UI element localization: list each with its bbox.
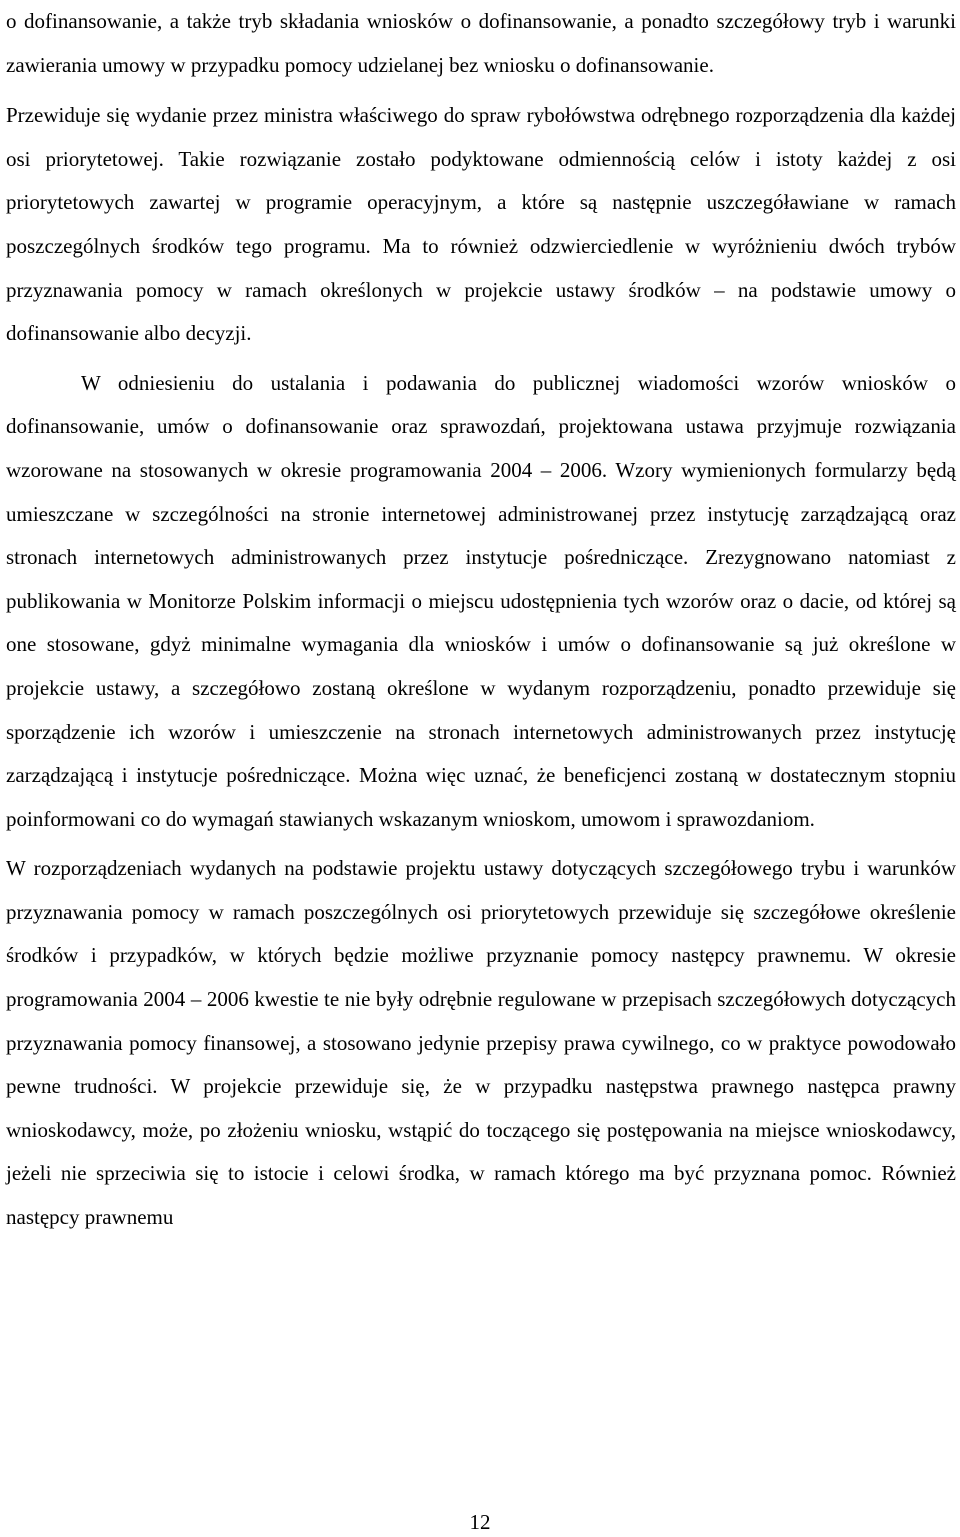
document-page [6, 0, 956, 1240]
paragraph-continuation: o dofinansowanie, a także tryb składania wniosków o dofinansowanie, a ponadto szczegółowy tryb i warunki zawierania umowy w przypadku pomocy udzielanej bez wniosku o dofinansowanie. [6, 9, 956, 77]
page-number: 12 [469, 1510, 491, 1534]
paragraph-regulation-per-axis: Przewiduje się wydanie przez ministra właściwego do spraw rybołówstwa odrębnego rozporządzenia dla każdej osi priorytetowej. Takie rozwiązanie zostało podyktowane odmiennością celów i istoty każdej z osi priorytetowych zawartej w programie operacyjnym, a które są następnie uszczegóławiane w ramach poszczególnych środków tego programu. Ma to również odzwierciedlenie w wyróżnieniu dwóch trybów przyznawania pomocy w ramach określonych w projekcie ustawy środków – na podstawie umowy o dofinansowanie albo decyzji. [6, 103, 956, 346]
paragraph-legal-successor: W rozporządzeniach wydanych na podstawie projektu ustawy dotyczących szczegółowego trybu i warunków przyznawania pomocy w ramach poszczególnych osi priorytetowych przewiduje się szczegółowe określenie środków i przypadków, w których będzie możliwe przyznanie pomocy następcy prawnemu. W okresie programowania 2004 – 2006 kwestie te nie były odrębnie regulowane w przepisach szczegółowych dotyczących przyznawania pomocy finansowej, a stosowano jedynie przepisy prawa cywilnego, co w praktyce powodowało pewne trudności. W projekcie przewiduje się, że w przypadku następstwa prawnego następca prawny wnioskodawcy, może, po złożeniu wniosku, wstąpić do toczącego się postępowania na miejsce wnioskodawcy, jeżeli nie sprzeciwia się to istocie i celowi środka, w ramach którego ma być przyznana pomoc. Również następcy prawnemu [6, 856, 956, 1230]
paragraph-form-templates: W odniesieniu do ustalania i podawania do publicznej wiadomości wzorów wniosków o dofinansowanie, umów o dofinansowanie oraz sprawozdań, projektowana ustawa przyjmuje rozwiązania wzorowane na stosowanych w okresie programowania 2004 – 2006. Wzory wymienionych formularzy będą umieszczane w szczególności na stronie internetowej administrowanej przez instytucję zarządzającą oraz stronach internetowych administrowanych przez instytucje pośredniczące. Zrezygnowano natomiast z publikowania w Monitorze Polskim informacji o miejscu udostępnienia tych wzorów oraz o dacie, od której są one stosowane, gdyż minimalne wymagania dla wniosków i umów o dofinansowanie są już określone w projekcie ustawy, a szczegółowo zostaną określone w wydanym rozporządzeniu, ponadto przewiduje się sporządzenie ich wzorów i umieszczenie na stronach internetowych administrowanych przez instytucję zarządzającą i instytucje pośredniczące. Można więc uznać, że beneficjenci zostaną w dostatecznym stopniu poinformowani co do wymagań stawianych wskazanym wnioskom, umowom i sprawozdaniom. [6, 370, 956, 831]
